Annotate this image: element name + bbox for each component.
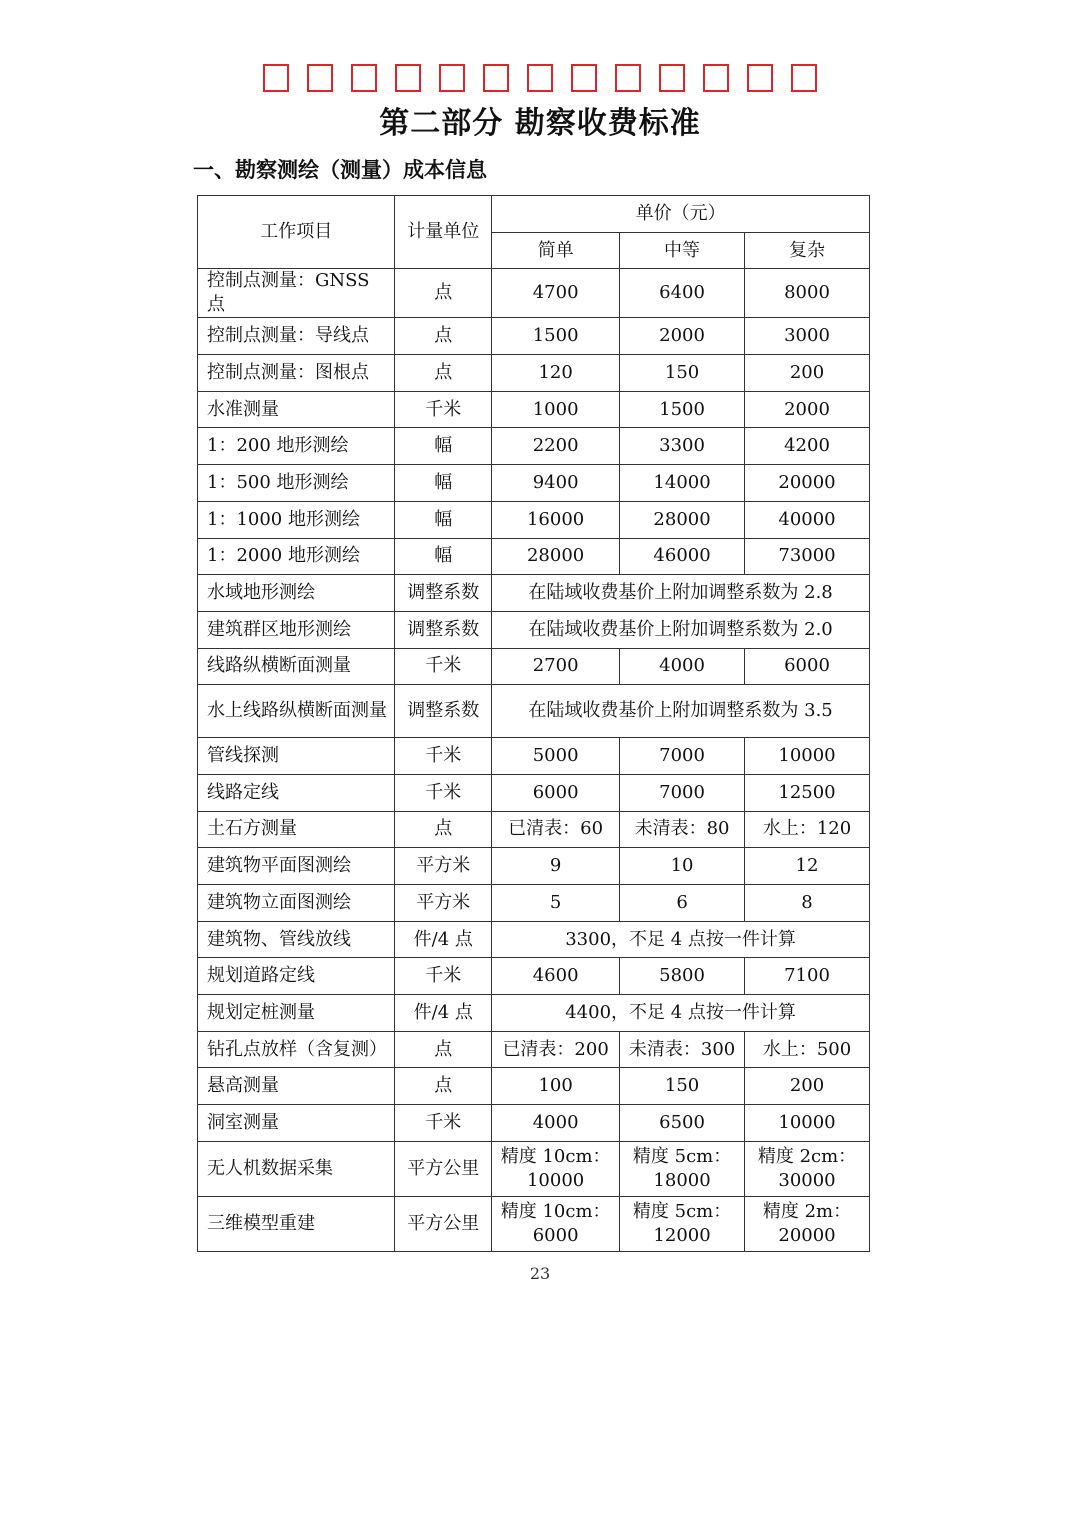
cell-item: 建筑物平面图测绘 [198,848,395,885]
cell-unit: 平方公里 [395,1196,492,1251]
cell-item: 悬高测量 [198,1068,395,1105]
cell-unit: 件/4 点 [395,921,492,958]
cell-medium: 6 [620,885,745,922]
cell-item: 建筑群区地形测绘 [198,611,395,648]
cell-item: 规划道路定线 [198,958,395,995]
cell-complex: 8000 [745,269,870,318]
stamp-box [747,64,773,92]
cell-medium: 5800 [620,958,745,995]
cell-item: 线路定线 [198,774,395,811]
header-price: 单价（元） [492,196,870,233]
cell-simple: 1500 [492,318,620,355]
stamp-box [351,64,377,92]
table-row [198,1105,870,1142]
cell-unit: 千米 [395,738,492,775]
table-row [198,921,870,958]
cell-unit: 点 [395,811,492,848]
cell-simple: 100 [492,1068,620,1105]
cell-unit: 调整系数 [395,685,492,738]
stamp-box [483,64,509,92]
stamp-box [791,64,817,92]
cell-complex: 精度 2cm：30000 [745,1141,870,1196]
cell-unit: 点 [395,1031,492,1068]
cell-item: 三维模型重建 [198,1196,395,1251]
cell-item: 建筑物、管线放线 [198,921,395,958]
cell-simple: 1000 [492,391,620,428]
table-row [198,575,870,612]
cell-complex: 10000 [745,738,870,775]
table-row [198,1068,870,1105]
cell-medium: 精度 5cm：12000 [620,1196,745,1251]
cell-complex: 40000 [745,501,870,538]
table-row [198,685,870,738]
table-row [198,538,870,575]
cell-simple: 已清表：60 [492,811,620,848]
cell-unit: 平方米 [395,885,492,922]
cell-item: 土石方测量 [198,811,395,848]
stamp-box [615,64,641,92]
stamp-box [703,64,729,92]
table-row [198,501,870,538]
cell-unit: 千米 [395,1105,492,1142]
cell-unit: 千米 [395,774,492,811]
stamp-box [571,64,597,92]
cell-merged-price: 3300，不足 4 点按一件计算 [492,921,870,958]
cell-item: 1：500 地形测绘 [198,465,395,502]
cell-item: 控制点测量：图根点 [198,355,395,392]
cell-complex: 水上：500 [745,1031,870,1068]
stamp-box [307,64,333,92]
cell-unit: 点 [395,269,492,318]
cell-item: 管线探测 [198,738,395,775]
cell-item: 1：1000 地形测绘 [198,501,395,538]
header-unit: 计量单位 [395,196,492,269]
cell-item: 水上线路纵横断面测量 [198,685,395,738]
page-title: 第二部分 勘察收费标准 [379,106,701,141]
cell-unit: 千米 [395,648,492,685]
cell-item: 1：200 地形测绘 [198,428,395,465]
cell-medium: 28000 [620,501,745,538]
stamp-box [395,64,421,92]
cell-medium: 7000 [620,738,745,775]
cell-complex: 2000 [745,391,870,428]
cell-item: 建筑物立面图测绘 [198,885,395,922]
cell-unit: 千米 [395,391,492,428]
table-row [198,885,870,922]
table-row [198,648,870,685]
table-row [198,465,870,502]
header-complex: 复杂 [745,232,870,269]
cell-medium: 10 [620,848,745,885]
cell-simple: 已清表：200 [492,1031,620,1068]
cell-complex: 73000 [745,538,870,575]
table-row [198,1141,870,1196]
table-row [198,848,870,885]
cell-simple: 精度 10cm：6000 [492,1196,620,1251]
cell-simple: 9400 [492,465,620,502]
header-item: 工作项目 [198,196,395,269]
cell-medium: 14000 [620,465,745,502]
cell-merged-price: 在陆域收费基价上附加调整系数为 2.8 [492,575,870,612]
cell-medium: 2000 [620,318,745,355]
cell-unit: 幅 [395,501,492,538]
stamp-box [439,64,465,92]
table-row [198,269,870,318]
cell-simple: 16000 [492,501,620,538]
cell-simple: 4000 [492,1105,620,1142]
table-body [198,269,870,1251]
cell-merged-price: 在陆域收费基价上附加调整系数为 3.5 [492,685,870,738]
cell-unit: 件/4 点 [395,995,492,1032]
cell-simple: 120 [492,355,620,392]
red-stamp-boxes [0,64,1080,92]
cell-simple: 9 [492,848,620,885]
cell-unit: 千米 [395,958,492,995]
stamp-box [659,64,685,92]
cell-merged-price: 在陆域收费基价上附加调整系数为 2.0 [492,611,870,648]
cell-complex: 20000 [745,465,870,502]
cell-unit: 平方米 [395,848,492,885]
cell-medium: 150 [620,1068,745,1105]
cell-complex: 7100 [745,958,870,995]
cell-complex: 水上：120 [745,811,870,848]
cell-complex: 10000 [745,1105,870,1142]
cell-medium: 7000 [620,774,745,811]
section-title: 一、勘察测绘（测量）成本信息 [193,158,487,182]
cell-item: 规划定桩测量 [198,995,395,1032]
cell-complex: 6000 [745,648,870,685]
cell-medium: 未清表：80 [620,811,745,848]
stamp-box [527,64,553,92]
table-row [198,774,870,811]
cell-item: 控制点测量：GNSS 点 [198,269,395,318]
table-row [198,958,870,995]
cell-unit: 点 [395,318,492,355]
table-row [198,391,870,428]
header-medium: 中等 [620,232,745,269]
header-simple: 简单 [492,232,620,269]
table-row [198,1031,870,1068]
cell-medium: 6500 [620,1105,745,1142]
cell-medium: 4000 [620,648,745,685]
cell-complex: 200 [745,1068,870,1105]
cell-simple: 4600 [492,958,620,995]
cell-simple: 4700 [492,269,620,318]
cell-medium: 150 [620,355,745,392]
cell-simple: 28000 [492,538,620,575]
table-row [198,995,870,1032]
cell-complex: 12500 [745,774,870,811]
table-row [198,1196,870,1251]
cell-complex: 3000 [745,318,870,355]
cell-unit: 幅 [395,538,492,575]
cost-table [197,195,870,1252]
table-row [198,611,870,648]
table-row [198,318,870,355]
table-row [198,428,870,465]
cell-complex: 精度 2m：20000 [745,1196,870,1251]
cell-unit: 点 [395,1068,492,1105]
cell-simple: 5 [492,885,620,922]
cell-medium: 精度 5cm：18000 [620,1141,745,1196]
cell-unit: 调整系数 [395,575,492,612]
cell-simple: 5000 [492,738,620,775]
cell-unit: 点 [395,355,492,392]
stamp-box [263,64,289,92]
cell-simple: 精度 10cm：10000 [492,1141,620,1196]
cell-item: 1：2000 地形测绘 [198,538,395,575]
page-number: 23 [529,1264,551,1283]
cell-medium: 6400 [620,269,745,318]
cell-item: 线路纵横断面测量 [198,648,395,685]
cell-item: 控制点测量：导线点 [198,318,395,355]
cell-simple: 2700 [492,648,620,685]
table-row [198,738,870,775]
cell-medium: 3300 [620,428,745,465]
cell-unit: 幅 [395,428,492,465]
cell-medium: 1500 [620,391,745,428]
cell-complex: 8 [745,885,870,922]
cell-item: 水准测量 [198,391,395,428]
cell-complex: 200 [745,355,870,392]
cell-item: 洞室测量 [198,1105,395,1142]
table-row [198,811,870,848]
table-row [198,355,870,392]
cell-unit: 平方公里 [395,1141,492,1196]
cell-item: 钻孔点放样（含复测） [198,1031,395,1068]
cell-item: 水域地形测绘 [198,575,395,612]
cell-unit: 幅 [395,465,492,502]
cell-simple: 6000 [492,774,620,811]
cell-simple: 2200 [492,428,620,465]
cell-merged-price: 4400，不足 4 点按一件计算 [492,995,870,1032]
cell-medium: 46000 [620,538,745,575]
cell-item: 无人机数据采集 [198,1141,395,1196]
cell-complex: 4200 [745,428,870,465]
cell-unit: 调整系数 [395,611,492,648]
cell-medium: 未清表：300 [620,1031,745,1068]
cell-complex: 12 [745,848,870,885]
